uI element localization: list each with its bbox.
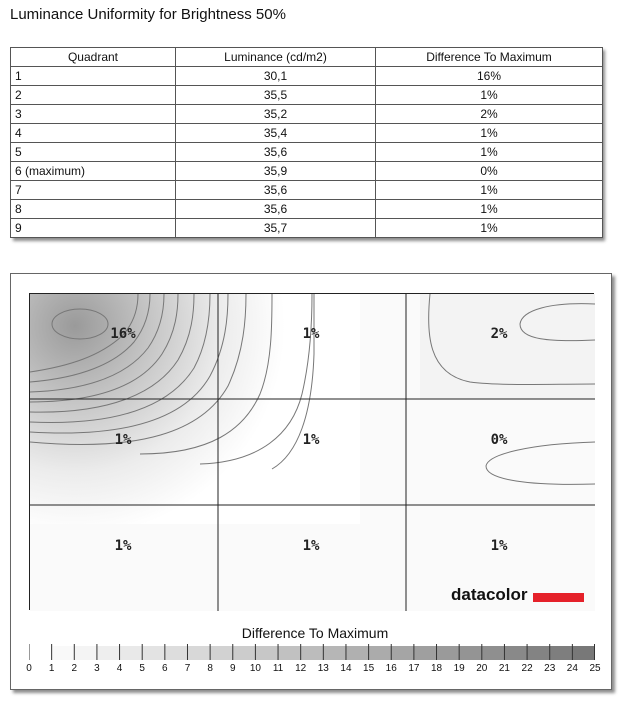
cell-luminance: 35,6 xyxy=(176,200,376,219)
cell-difference: 1% xyxy=(376,86,603,105)
table-row xyxy=(11,86,603,105)
legend-tick-label: 5 xyxy=(139,663,145,674)
legend-swatch xyxy=(165,646,188,660)
column-header-difference: Difference To Maximum xyxy=(376,48,603,67)
column-header-quadrant: Quadrant xyxy=(11,48,176,67)
legend-tick-label: 10 xyxy=(249,663,261,674)
legend-swatch xyxy=(459,646,482,660)
datacolor-logo: datacolor xyxy=(451,585,528,604)
legend-swatch xyxy=(572,646,595,660)
legend-swatch xyxy=(391,646,414,660)
cell-luminance: 35,2 xyxy=(176,105,376,124)
cell-quadrant: 4 xyxy=(11,124,176,143)
table-row xyxy=(11,162,603,181)
cell-luminance: 35,6 xyxy=(176,181,376,200)
table-row xyxy=(11,67,603,86)
legend-tick-label: 25 xyxy=(589,663,601,674)
quadrant-8-label: 1% xyxy=(302,538,320,554)
legend-swatch xyxy=(97,646,120,660)
table-row xyxy=(11,181,603,200)
table-row xyxy=(11,219,603,238)
column-header-luminance: Luminance (cd/m2) xyxy=(176,48,376,67)
quadrant-4-label: 1% xyxy=(114,432,132,448)
legend-swatch xyxy=(369,646,392,660)
legend-swatch xyxy=(233,646,256,660)
table-row xyxy=(11,200,603,219)
legend-tick-label: 11 xyxy=(272,663,284,674)
quadrant-7-label: 1% xyxy=(114,538,132,554)
legend-tick-label: 24 xyxy=(566,663,578,674)
table-row xyxy=(11,124,603,143)
legend-tick-label: 20 xyxy=(476,663,488,674)
legend-tick-label: 22 xyxy=(521,663,533,674)
cell-luminance: 35,5 xyxy=(176,86,376,105)
legend-swatch xyxy=(187,646,210,660)
cell-luminance: 35,7 xyxy=(176,219,376,238)
legend-swatch xyxy=(142,646,165,660)
legend-tick-label: 12 xyxy=(295,663,307,674)
legend-swatch xyxy=(74,646,97,660)
legend-swatch xyxy=(120,646,143,660)
legend-swatch xyxy=(437,646,460,660)
cell-difference: 16% xyxy=(376,67,603,86)
legend-tick-label: 2 xyxy=(71,663,78,674)
legend-swatch xyxy=(52,646,75,660)
legend-swatch xyxy=(301,646,324,660)
legend-swatch xyxy=(210,646,233,660)
cell-luminance: 30,1 xyxy=(176,67,376,86)
legend-tick-label: 8 xyxy=(207,663,213,674)
quadrant-2-label: 1% xyxy=(302,326,320,342)
legend-tick-label: 0 xyxy=(26,663,32,674)
legend-tick-label: 19 xyxy=(453,663,465,674)
legend-tick-label: 9 xyxy=(229,663,236,674)
legend-swatch xyxy=(527,646,550,660)
cell-quadrant: 2 xyxy=(11,86,176,105)
legend-swatch xyxy=(414,646,437,660)
legend-tick-label: 13 xyxy=(317,663,329,674)
legend-tick-label: 6 xyxy=(162,663,168,674)
cell-difference: 1% xyxy=(376,219,603,238)
cell-luminance: 35,4 xyxy=(176,124,376,143)
quadrant-9-label: 1% xyxy=(490,538,508,554)
legend-tick-label: 3 xyxy=(94,663,100,674)
legend-tick-label: 15 xyxy=(363,663,375,674)
cell-difference: 1% xyxy=(376,143,603,162)
legend-tick-label: 4 xyxy=(116,663,123,674)
cell-quadrant: 1 xyxy=(11,67,176,86)
cell-difference: 2% xyxy=(376,105,603,124)
cell-quadrant: 5 xyxy=(11,143,176,162)
cell-difference: 0% xyxy=(376,162,603,181)
legend-swatch xyxy=(346,646,369,660)
legend-tick-label: 1 xyxy=(48,663,55,674)
legend-tick-label: 16 xyxy=(385,663,397,674)
quadrant-5-label: 1% xyxy=(302,432,320,448)
table-row xyxy=(11,105,603,124)
top-right-shading xyxy=(420,294,595,399)
legend-swatch xyxy=(29,646,52,660)
datacolor-logo-bar xyxy=(533,593,584,602)
legend-tick-label: 23 xyxy=(544,663,556,674)
legend-swatch xyxy=(323,646,346,660)
cell-quadrant: 6 (maximum) xyxy=(11,162,176,181)
cell-luminance: 35,9 xyxy=(176,162,376,181)
legend-swatch xyxy=(255,646,278,660)
legend-swatch xyxy=(504,646,527,660)
legend-title: Difference To Maximum xyxy=(241,625,389,641)
cell-quadrant: 3 xyxy=(11,105,176,124)
cell-quadrant: 7 xyxy=(11,181,176,200)
cell-difference: 1% xyxy=(376,181,603,200)
cell-difference: 1% xyxy=(376,200,603,219)
quadrant-1-label: 16% xyxy=(110,326,136,342)
legend-swatch xyxy=(278,646,301,660)
cell-difference: 1% xyxy=(376,124,603,143)
legend-swatch xyxy=(550,646,573,660)
luminance-table xyxy=(10,47,603,238)
legend-tick-label: 7 xyxy=(184,663,191,674)
cell-quadrant: 9 xyxy=(11,219,176,238)
cell-quadrant: 8 xyxy=(11,200,176,219)
table-row xyxy=(11,143,603,162)
legend-tick-label: 17 xyxy=(408,663,420,674)
legend-tick-label: 14 xyxy=(340,663,352,674)
luminance-table-wrapper xyxy=(10,47,602,238)
quadrant-6-label: 0% xyxy=(490,432,508,448)
quadrant-3-label: 2% xyxy=(490,326,508,342)
cell-luminance: 35,6 xyxy=(176,143,376,162)
legend-tick-label: 18 xyxy=(430,663,443,674)
legend-tick-label: 21 xyxy=(498,663,510,674)
page-title: Luminance Uniformity for Brightness 50% xyxy=(10,6,286,23)
legend-swatch xyxy=(482,646,505,660)
legend-scale xyxy=(29,644,595,660)
table-header-row xyxy=(11,48,603,67)
